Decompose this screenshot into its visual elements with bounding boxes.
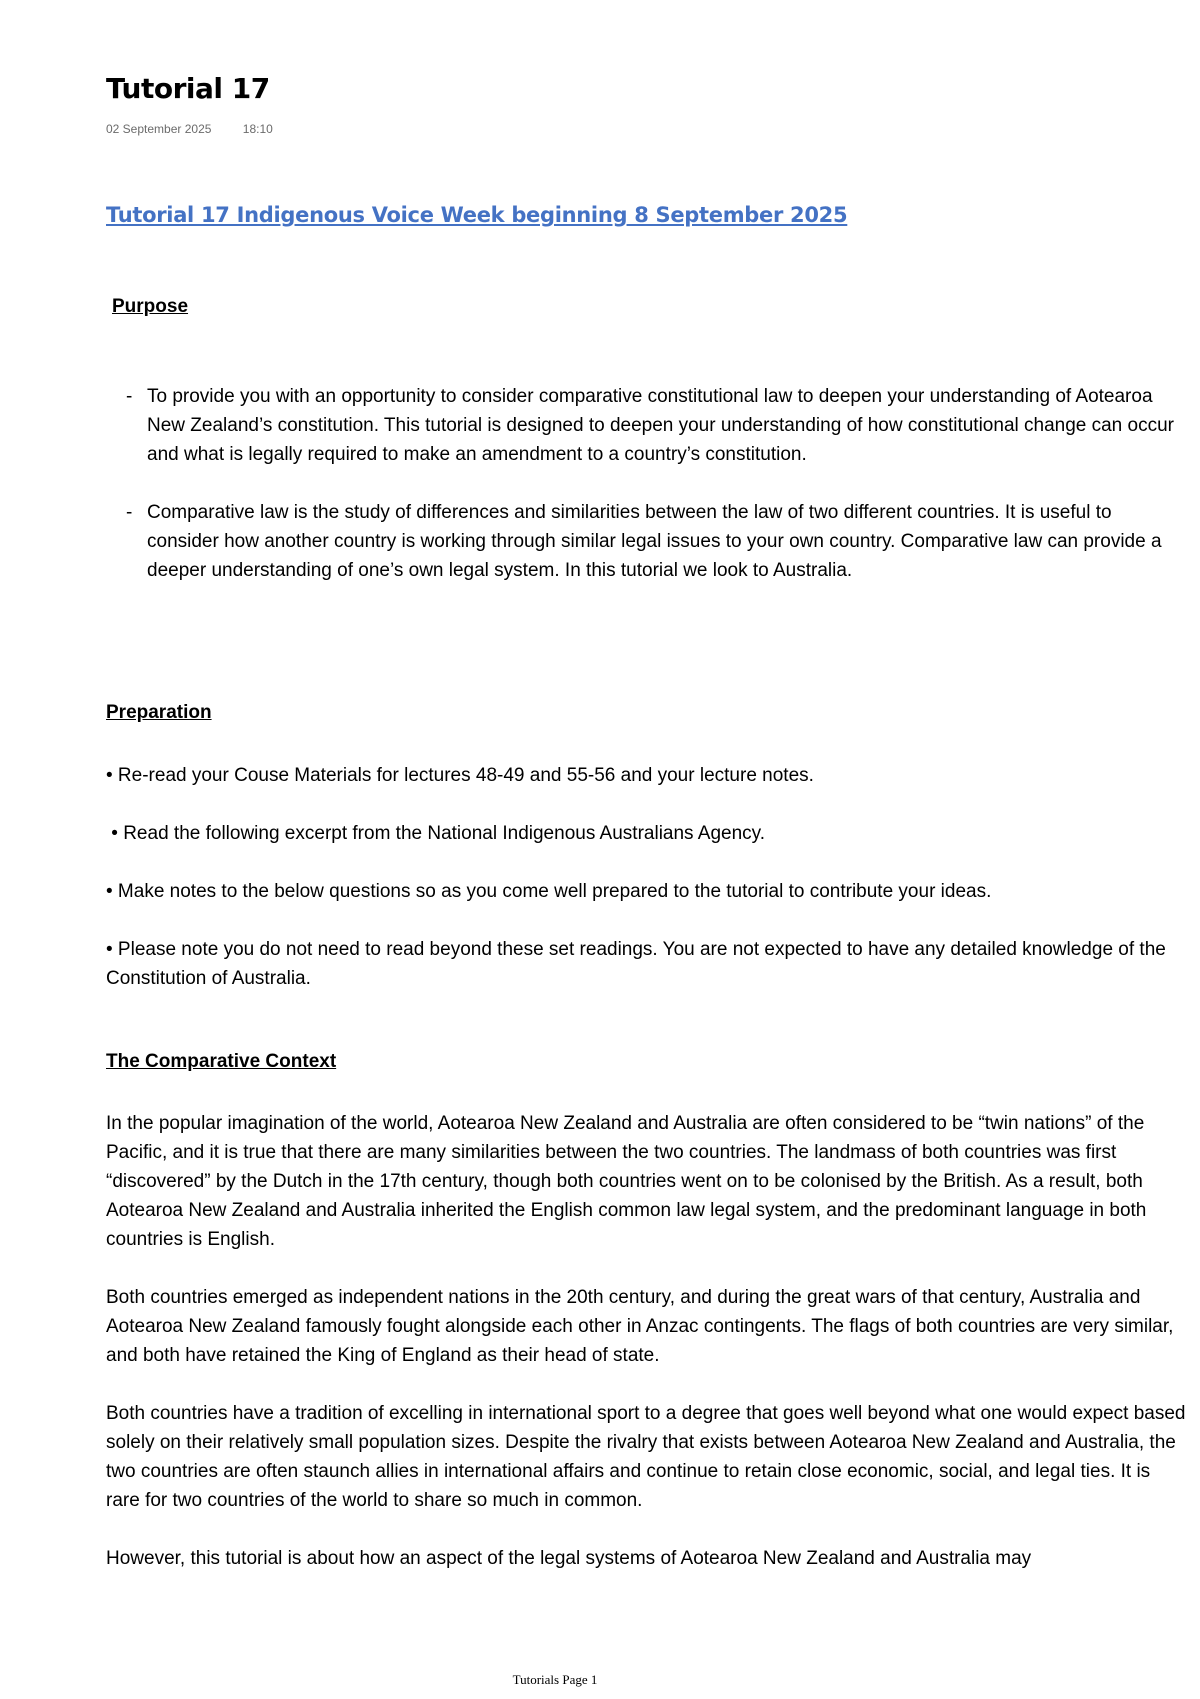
- list-item: [126, 382, 1186, 469]
- preparation-list: [106, 761, 1186, 993]
- list-item: [126, 498, 1186, 585]
- list-item: • Make notes to the below questions so as you come well prepared to the tutorial to contribute your ideas.: [106, 881, 992, 902]
- list-item: • Re-read your Couse Materials for lectures 48-49 and 55-56 and your lecture notes.: [106, 765, 814, 786]
- list-item: • Please note you do not need to read beyond these set readings. You are not expected to have any detailed knowledge of the Constitution of Australia.: [106, 939, 1166, 989]
- purpose-item-text: Comparative law is the study of differences and similarities between the law of two different countries. It is useful to consider how another country is working through similar legal issues to your own country. Comparative law can provide a deeper understanding of one’s own legal system. In this tutorial we look to Australia.: [147, 502, 1162, 581]
- created-time: 18:10: [242, 122, 273, 136]
- paragraph: Both countries have a tradition of excelling in international sport to a degree that goes well beyond what one would expect based solely on their relatively small population sizes. Despite the rivalry that exists between Aotearoa New Zealand and Australia, the two countries are often staunch allies in international affairs and continue to retain close economic, social, and legal ties. It is rare for two countries of the world to share so much in common.: [106, 1403, 1186, 1511]
- purpose-heading: Purpose: [112, 296, 189, 317]
- preparation-heading: Preparation: [106, 702, 212, 723]
- dash-bullet: -: [126, 386, 133, 407]
- paragraph: In the popular imagination of the world, Aotearoa New Zealand and Australia are often considered to be “twin nations” of the Pacific, and it is true that there are many similarities between the two countries. The landmass of both countries was first “discovered” by the Dutch in the 17th century, though both countries went on to be colonised by the British. As a result, both Aotearoa New Zealand and Australia inherited the English common law legal system, and the predominant language in both countries is English.: [106, 1113, 1147, 1250]
- comparative-context-body: [106, 1109, 1186, 1573]
- purpose-list: [126, 382, 1186, 585]
- page-title: Tutorial 17: [106, 72, 270, 105]
- list-item: • Read the following excerpt from the National Indigenous Australians Agency.: [106, 823, 766, 844]
- page-footer: Tutorials Page 1: [512, 1672, 598, 1687]
- paragraph: Both countries emerged as independent nations in the 20th century, and during the great wars of that century, Australia and Aotearoa New Zealand famously fought alongside each other in Anzac contingents. The flags of both countries are very similar, and both have retained the King of England as their head of state.: [106, 1287, 1174, 1366]
- tutorial-heading-link[interactable]: Tutorial 17 Indigenous Voice Week beginning 8 September 2025: [106, 203, 848, 227]
- page-meta: [106, 122, 273, 136]
- dash-bullet: -: [126, 502, 133, 523]
- paragraph: However, this tutorial is about how an aspect of the legal systems of Aotearoa New Zealand and Australia may: [106, 1548, 1032, 1569]
- purpose-item-text: To provide you with an opportunity to consider comparative constitutional law to deepen your understanding of Aotearoa New Zealand’s constitution. This tutorial is designed to deepen your understanding of how constitutional change can occur and what is legally required to make an amendment to a country’s constitution.: [147, 386, 1174, 465]
- created-date: 02 September 2025: [106, 122, 212, 136]
- comparative-context-heading: The Comparative Context: [106, 1051, 337, 1072]
